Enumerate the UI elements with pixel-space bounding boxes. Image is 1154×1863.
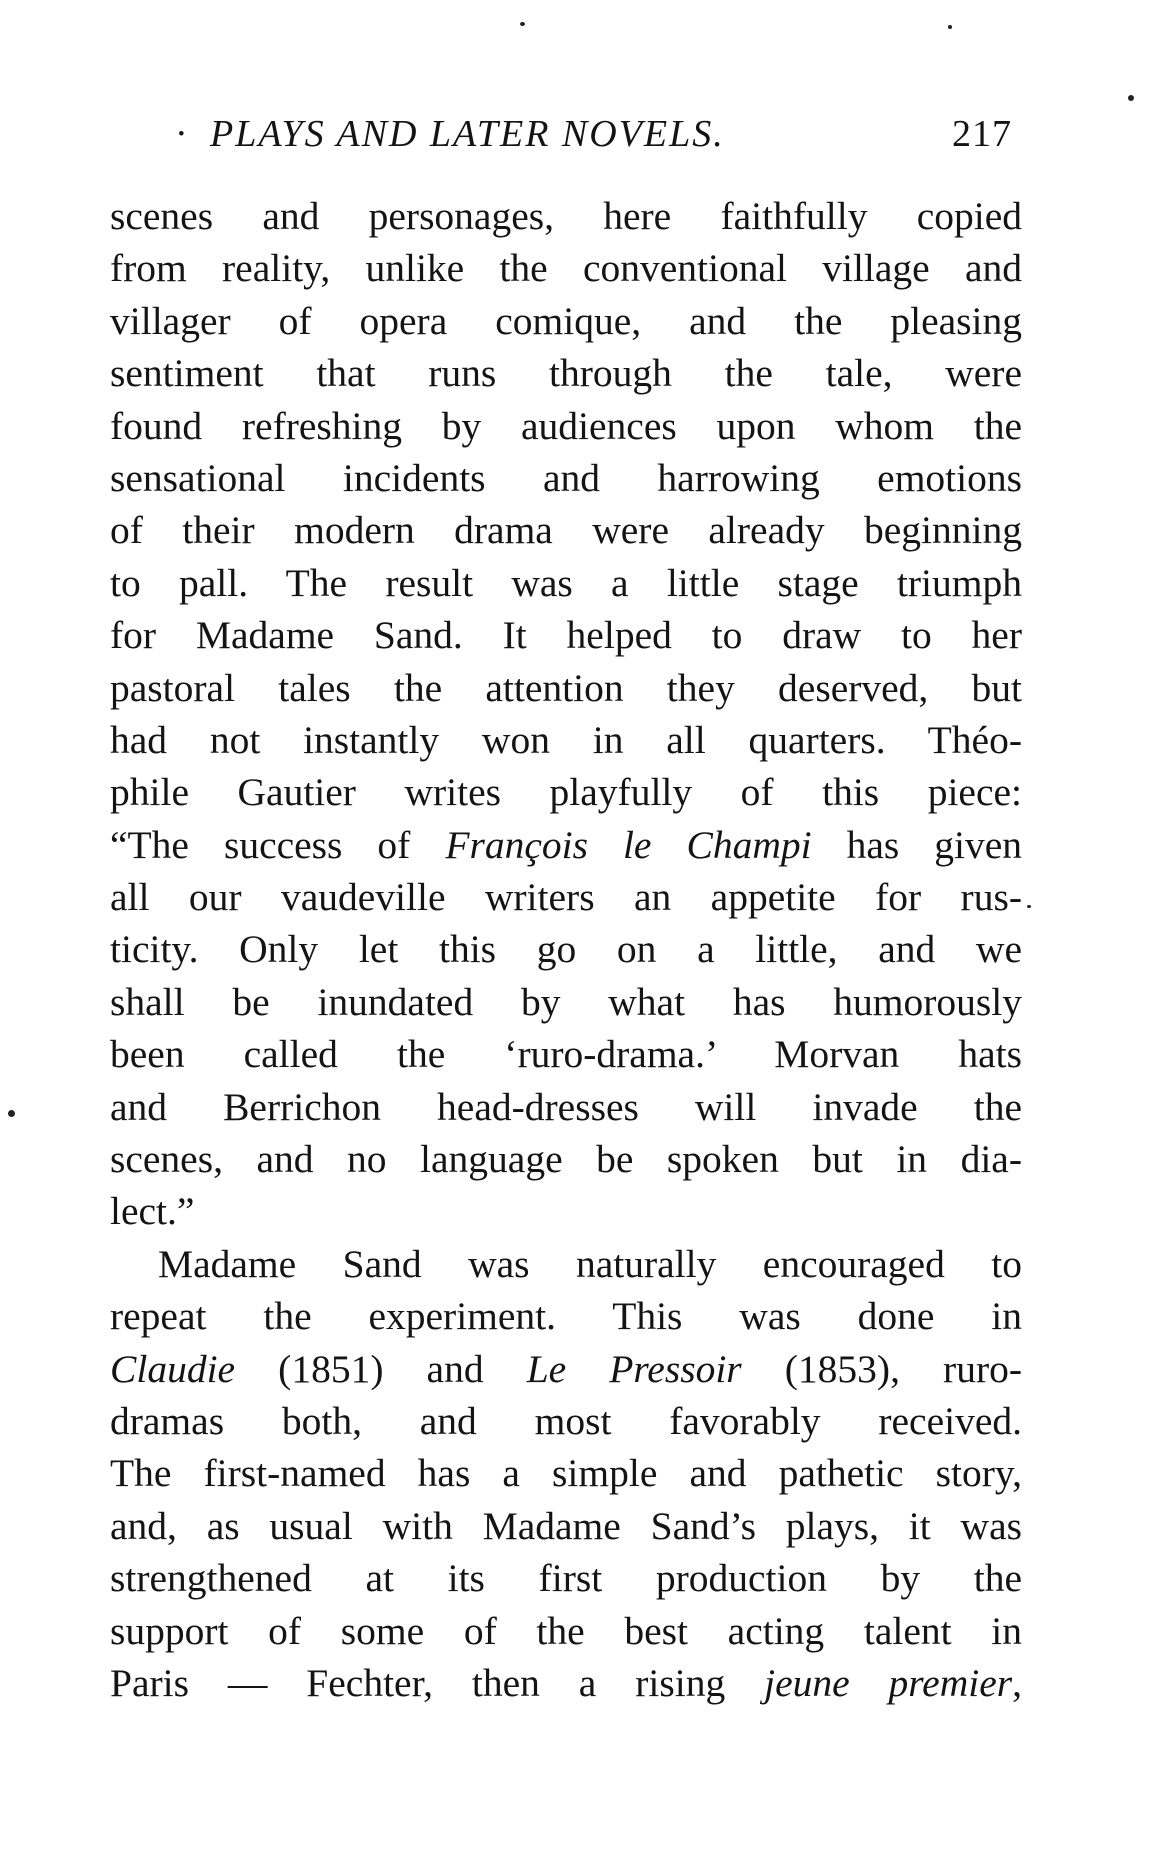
- text-line: found refreshing by audiences upon whom the: [110, 403, 1022, 448]
- text-line: repeat the experiment. This was done in: [110, 1294, 1022, 1339]
- text-line: The first-named has a simple and pathetic story,: [110, 1451, 1022, 1496]
- text-line: been called the ‘ruro-drama.’ Morvan hats: [110, 1032, 1022, 1077]
- text-line: to pall. The result was a little stage triumph: [110, 560, 1022, 605]
- text-line: scenes, and no language be spoken but in dia-: [110, 1137, 1022, 1182]
- scan-speck: [8, 1110, 15, 1117]
- scan-speck: [1027, 905, 1031, 908]
- text-line: had not instantly won in all quarters. Théo-: [110, 717, 1022, 762]
- text-line: Claudie (1851) and Le Pressoir (1853), ruro-: [110, 1346, 1022, 1391]
- header-dot: ·: [175, 113, 190, 155]
- text-line: “The success of François le Champi has given: [110, 822, 1022, 867]
- italic-phrase: jeune premier: [764, 1660, 1013, 1705]
- text-line: sentiment that runs through the tale, were: [110, 351, 1022, 396]
- text-line: and, as usual with Madame Sand’s plays, it was: [110, 1503, 1022, 1548]
- italic-title: Le Pressoir: [526, 1346, 742, 1391]
- text-line: sensational incidents and harrowing emotions: [110, 455, 1022, 500]
- text-line: of their modern drama were already beginning: [110, 508, 1022, 553]
- text-line: dramas both, and most favorably received.: [110, 1398, 1022, 1443]
- italic-title: François le Champi: [445, 822, 812, 867]
- text-line: strengthened at its first production by the: [110, 1556, 1022, 1601]
- text-line: from reality, unlike the conventional village and: [110, 246, 1022, 291]
- text-line: all our vaudeville writers an appetite for rus-: [110, 875, 1022, 920]
- text-line: villager of opera comique, and the pleasing: [110, 298, 1022, 343]
- text-line: for Madame Sand. It helped to draw to her: [110, 613, 1022, 658]
- text-line: pastoral tales the attention they deserved, but: [110, 665, 1022, 710]
- running-title: PLAYS AND LATER NOVELS.: [210, 113, 725, 155]
- text-line: lect.”: [110, 1189, 195, 1234]
- text-line: and Berrichon head-dresses will invade the: [110, 1084, 1022, 1129]
- scan-speck: [1128, 95, 1134, 101]
- text-line: phile Gautier writes playfully of this piece:: [110, 770, 1022, 815]
- body-text: [110, 190, 1022, 1709]
- paragraph-start-line: Madame Sand was naturally encouraged to: [158, 1241, 1022, 1286]
- italic-title: Claudie: [110, 1346, 236, 1391]
- text-line: scenes and personages, here faithfully copied: [110, 194, 1022, 238]
- text-line: ticity. Only let this go on a little, and we: [110, 927, 1022, 972]
- text-line: Paris — Fechter, then a rising jeune premier,: [110, 1660, 1022, 1705]
- text-line: support of some of the best acting talent in: [110, 1608, 1022, 1653]
- running-header: [110, 112, 1022, 162]
- page-number: 217: [952, 113, 1012, 155]
- text-line: shall be inundated by what has humorously: [110, 979, 1022, 1024]
- scan-speck: [948, 25, 952, 29]
- scan-speck: [520, 22, 525, 26]
